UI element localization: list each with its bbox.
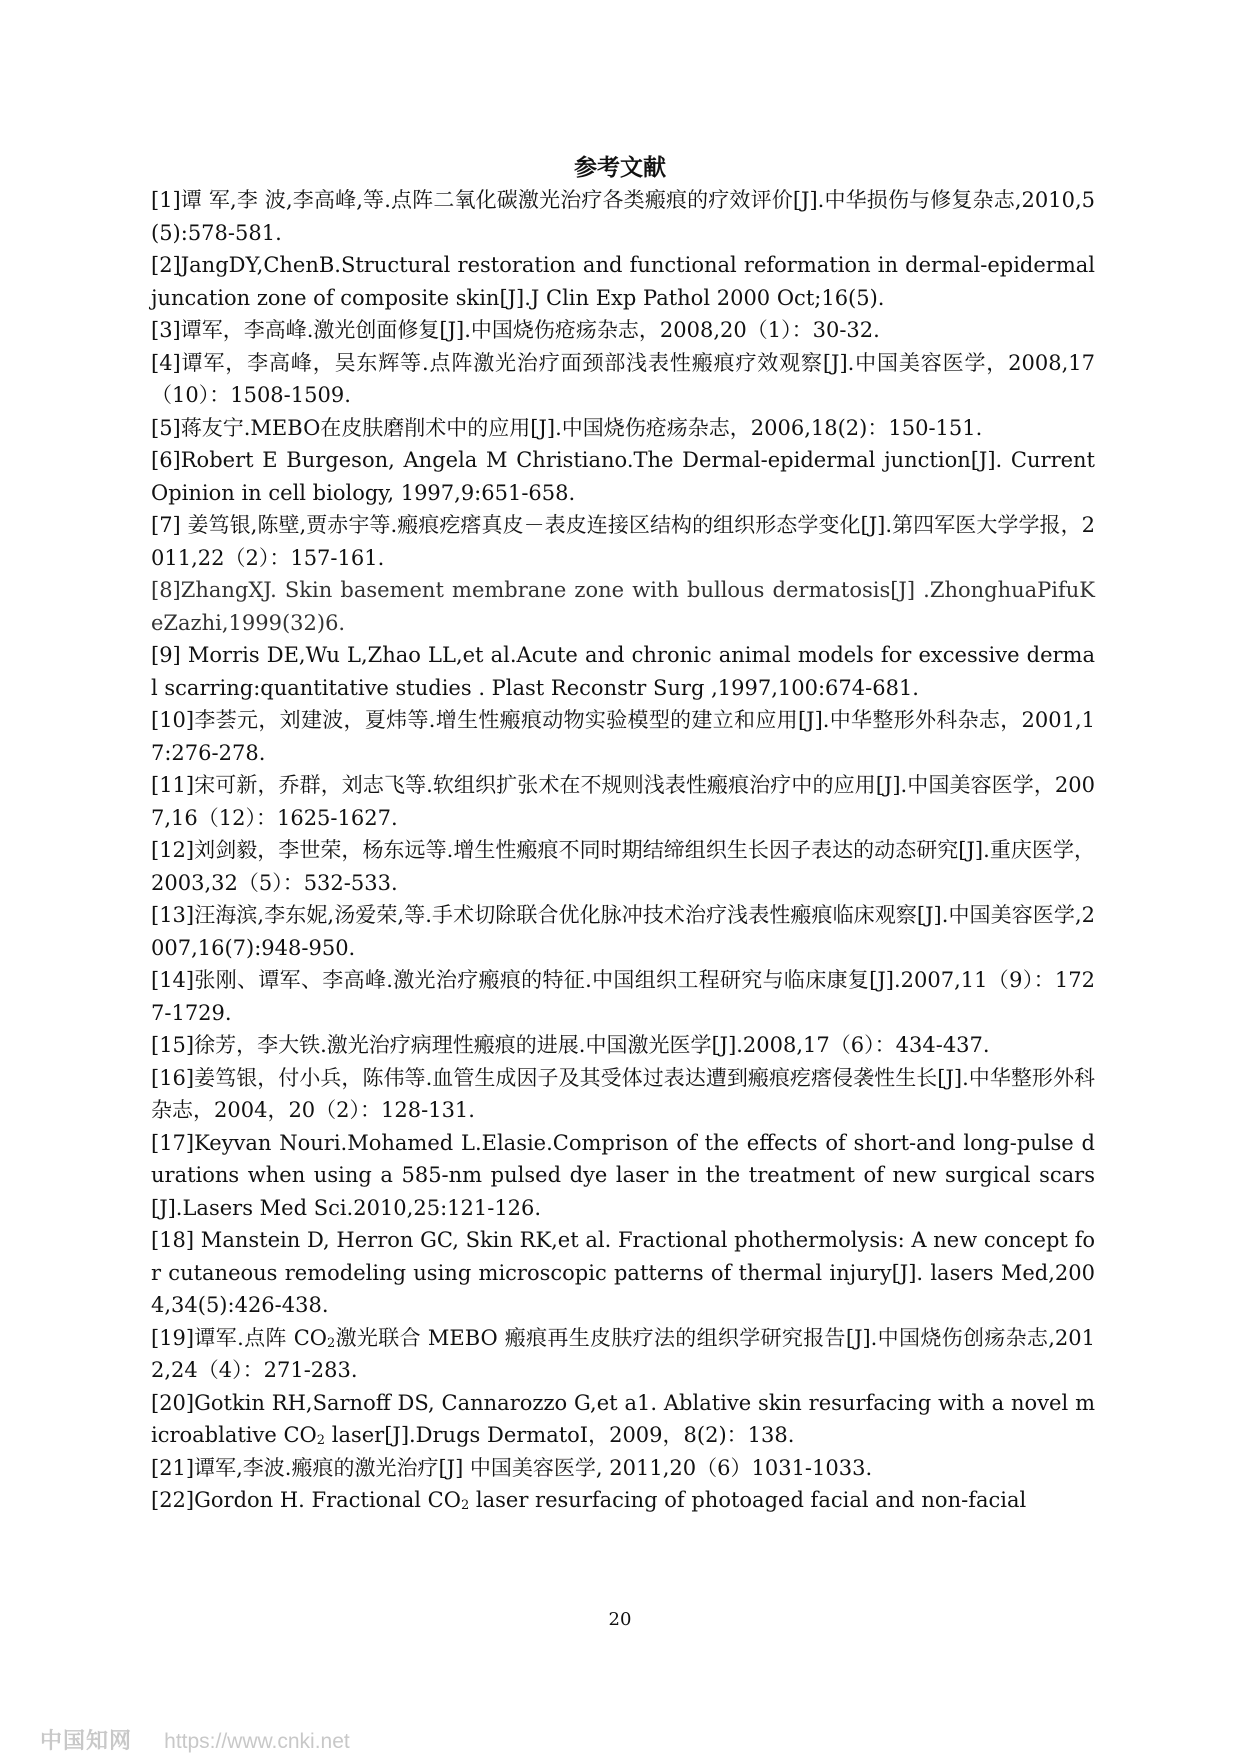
reference-text: [8]ZhangXJ. Skin basement membrane zone with bullous dermatosis[J] .ZhonghuaPifuKeZazhi,1999(32)6. (151, 578, 1095, 635)
cnki-watermark (40, 1724, 350, 1755)
reference-list (151, 184, 1095, 1517)
reference-text: [2]JangDY,ChenB.Structural restoration and functional reformation in dermal-epidermal juncation zone of composite skin[J].J Clin Exp Pathol 2000 Oct;16(5). (151, 253, 1095, 310)
reference-text: 激光联合 MEBO 瘢痕再生皮肤疗法的组织学研究报告[J].中国烧伤创疡杂志,2012,24（4）：271-283. (151, 1325, 1095, 1382)
reference-text: [6]Robert E Burgeson, Angela M Christiano.The Dermal-epidermal junction[J]. Current Opinion in cell biology, 1997,9:651-658. (151, 448, 1095, 505)
reference-text: [15]徐芳，李大铁.激光治疗病理性瘢痕的进展.中国激光医学[J].2008,17（6）：434-437. (151, 1033, 990, 1057)
reference-22 (151, 1484, 1095, 1517)
reference-20 (151, 1387, 1095, 1452)
reference-text: [4]谭军，李高峰，吴东辉等.点阵激光治疗面颈部浅表性瘢痕疗效观察[J].中国美容医学，2008,17（10）：1508-1509. (151, 350, 1095, 407)
reference-16 (151, 1062, 1095, 1127)
reference-9 (151, 639, 1095, 704)
page-number: 20 (608, 1609, 632, 1630)
reference-4 (151, 347, 1095, 412)
reference-text: [17]Keyvan Nouri.Mohamed L.Elasie.Comprison of the effects of short-and long-pulse durations when using a 585-nm pulsed dye laser in the treatment of new surgical scars[J].Lasers Med Sci.2010,25:121-126. (151, 1130, 1095, 1220)
reference-18 (151, 1224, 1095, 1322)
reference-5 (151, 412, 1095, 445)
reference-21 (151, 1452, 1095, 1485)
reference-7 (151, 509, 1095, 574)
reference-14 (151, 964, 1095, 1029)
reference-text: [22]Gordon H. Fractional CO (151, 1488, 461, 1512)
reference-text: laser resurfacing of photoaged facial and non-facial (469, 1488, 1027, 1512)
subscript: 2 (316, 1433, 326, 1448)
reference-text: laser[J].Drugs DermatoI，2009，8(2)：138. (325, 1423, 795, 1447)
reference-8 (151, 574, 1095, 639)
reference-text: [16]姜笃银，付小兵，陈伟等.血管生成因子及其受体过表达遭到瘢痕疙瘩侵袭性生长[J].中华整形外科杂志，2004，20（2）：128-131. (151, 1065, 1095, 1122)
reference-2 (151, 249, 1095, 314)
reference-1 (151, 184, 1095, 249)
cnki-logo: 中国知网 (40, 1728, 133, 1753)
reference-text: [1]谭 军,李 波,李高峰,等.点阵二氧化碳激光治疗各类瘢痕的疗效评价[J].中华损伤与修复杂志,2010,5(5):578-581. (151, 188, 1095, 245)
reference-19 (151, 1322, 1095, 1387)
reference-13 (151, 899, 1095, 964)
reference-text: [14]张刚、谭军、李高峰.激光治疗瘢痕的特征.中国组织工程研究与临床康复[J].2007,11（9）：1727-1729. (151, 968, 1095, 1025)
reference-17 (151, 1127, 1095, 1225)
reference-text: [12]刘剑毅，李世荣，杨东远等.增生性瘢痕不同时期结缔组织生长因子表达的动态研究[J].重庆医学，2003,32（5）：532-533. (151, 838, 1095, 895)
reference-text: [18] Manstein D, Herron GC, Skin RK,et al. Fractional phothermolysis: A new concept for cutaneous remodeling using microscopic patterns of thermal injury[J]. lasers Med,2004,34(5):426-438. (151, 1228, 1095, 1317)
reference-text: [9] Morris DE,Wu L,Zhao LL,et al.Acute and chronic animal models for excessive dermal scarring:quantitative studies . Plast Reconstr Surg ,1997,100:674-681. (151, 643, 1095, 700)
reference-text: [3]谭军，李高峰.激光创面修复[J].中国烧伤疮疡杂志，2008,20（1）：30-32. (151, 318, 880, 342)
reference-text: [13]汪海滨,李东妮,汤爱荣,等.手术切除联合优化脉冲技术治疗浅表性瘢痕临床观察[J].中国美容医学,2007,16(7):948-950. (151, 903, 1095, 960)
reference-text: [7] 姜笃银,陈壁,贾赤宇等.瘢痕疙瘩真皮－表皮连接区结构的组织形态学变化[J].第四军医大学学报，2011,22（2）：157-161. (151, 513, 1095, 570)
subscript: 2 (327, 1335, 336, 1351)
reference-text: [10]李荟元，刘建波，夏炜等.增生性瘢痕动物实验模型的建立和应用[J].中华整形外科杂志，2001,17:276-278. (151, 708, 1095, 765)
reference-text: [5]蒋友宁.MEBO在皮肤磨削术中的应用[J].中国烧伤疮疡杂志，2006,18(2)：150-151. (151, 415, 983, 440)
reference-text: [21]谭军,李波.瘢痕的激光治疗[J] 中国美容医学, 2011,20（6）1031-1033. (151, 1455, 873, 1480)
reference-6 (151, 444, 1095, 509)
reference-10 (151, 704, 1095, 769)
subscript: 2 (460, 1498, 470, 1513)
reference-15 (151, 1029, 1095, 1062)
page-title: 参考文献 (574, 154, 666, 181)
reference-12 (151, 834, 1095, 899)
reference-3 (151, 314, 1095, 347)
reference-text: [20]Gotkin RH,Sarnoff DS, Cannarozzo G,et a1. Ablative skin resurfacing with a novel microablative CO (151, 1390, 1095, 1447)
cnki-url: https://www.cnki.net (164, 1730, 350, 1753)
reference-text: [11]宋可新，乔群，刘志飞等.软组织扩张术在不规则浅表性瘢痕治疗中的应用[J].中国美容医学，2007,16（12）：1625-1627. (151, 773, 1095, 830)
reference-11 (151, 769, 1095, 834)
reference-text: [19]谭军.点阵 CO (151, 1325, 327, 1350)
